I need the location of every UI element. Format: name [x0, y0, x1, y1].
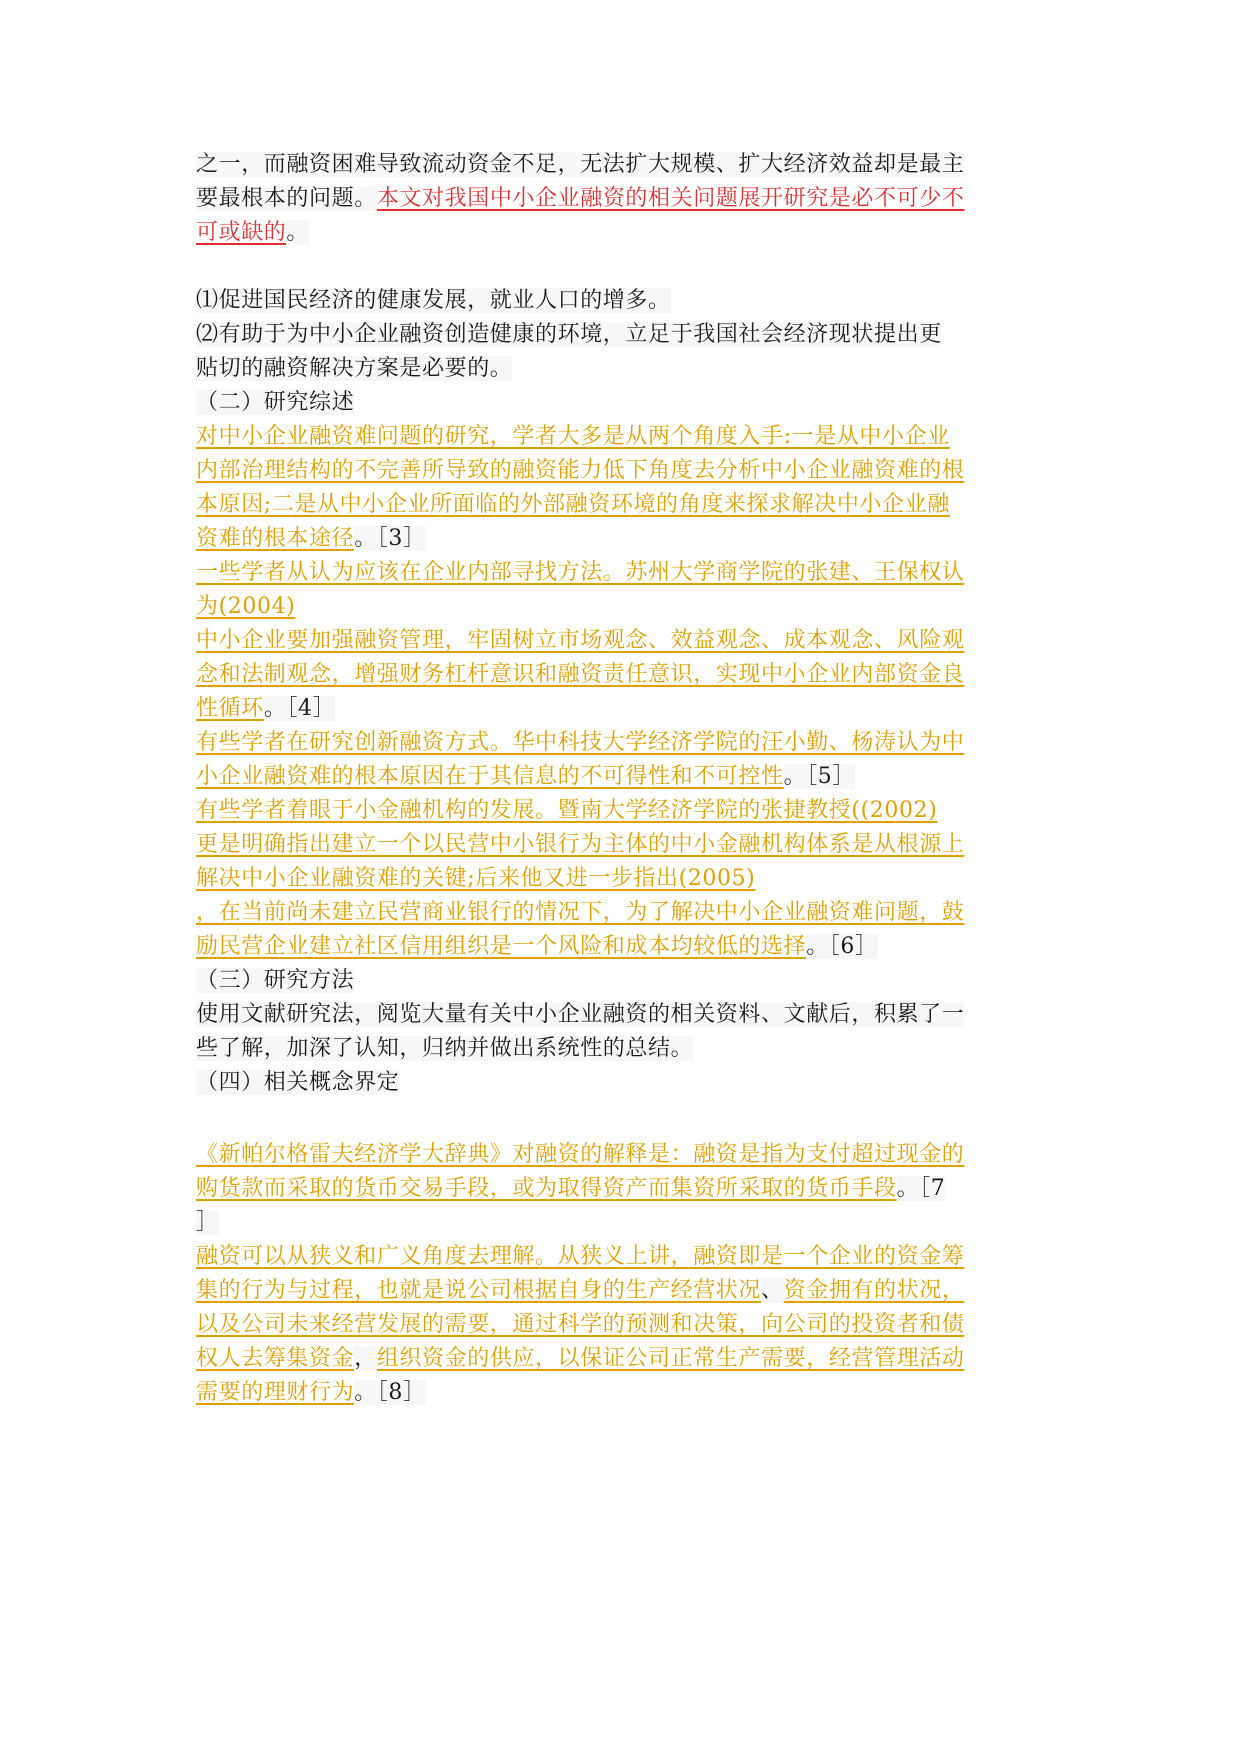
- text-line: [196, 624, 964, 658]
- text-line: [196, 182, 964, 216]
- text-line: [196, 318, 942, 352]
- highlighted-text: 融资可以从狭义和广义角度去理解。从狭义上讲，融资即是一个企业的资金筹: [196, 1244, 965, 1269]
- text-line: [196, 1376, 426, 1410]
- text-segment: 使用文献研究法，阅览大量有关中小企业融资的相关资料、文献后，积累了一: [196, 1002, 965, 1027]
- highlighted-text: 以及公司未来经营发展的需要，通过科学的预测和决策，向公司的投资者和债: [196, 1312, 965, 1337]
- highlighted-text: 有些学者着眼于小金融机构的发展。暨南大学经济学院的张捷教授((2002): [196, 798, 938, 823]
- text-line: [196, 896, 964, 930]
- text-segment: 。［8］: [354, 1380, 426, 1405]
- text-segment: 。: [286, 220, 310, 245]
- highlighted-text: 小企业融资难的根本原因在于其信息的不可得性和不可控性: [196, 764, 784, 789]
- text-line: [196, 658, 964, 692]
- text-segment: 。［7: [896, 1176, 946, 1201]
- highlighted-text: 为(2004): [196, 594, 296, 619]
- highlighted-text: 需要的理财行为: [196, 1380, 355, 1405]
- text-line: [196, 998, 964, 1032]
- text-line: [196, 760, 855, 794]
- text-line: [196, 1342, 964, 1376]
- highlighted-text: 本文对我国中小企业融资的相关问题展开研究是必不可少不: [376, 186, 965, 211]
- text-line: [196, 1066, 399, 1100]
- text-line: [196, 692, 335, 726]
- text-line: [196, 1240, 964, 1274]
- highlighted-text: 集的行为与过程，也就是说公司根据自身的生产经营状况: [196, 1278, 762, 1303]
- text-line: [196, 386, 354, 420]
- text-line: [196, 522, 426, 556]
- highlighted-text: 购货款而采取的货币交易手段，或为取得资产而集资所采取的货币手段: [196, 1176, 897, 1201]
- text-line: [196, 930, 878, 964]
- text-line: [196, 1032, 693, 1066]
- text-segment: ⑵有助于为中小企业融资创造健康的环境，立足于我国社会经济现状提出更: [196, 322, 942, 347]
- text-line: [196, 216, 309, 250]
- highlighted-text: 可或缺的: [196, 220, 287, 245]
- text-line: [196, 1172, 945, 1206]
- text-segment: （三）研究方法: [196, 968, 355, 993]
- text-segment: ，: [354, 1346, 377, 1371]
- highlighted-text: 励民营企业建立社区信用组织是一个风险和成本均较低的选择: [196, 934, 807, 959]
- highlighted-text: 组织资金的供应，以保证公司正常生产需要，经营管理活动: [376, 1346, 965, 1371]
- text-segment: 之一，而融资困难导致流动资金不足，无法扩大规模、扩大经济效益却是最主: [196, 152, 965, 177]
- text-segment: ⑴促进国民经济的健康发展，就业人口的增多。: [196, 288, 671, 313]
- text-segment: 贴切的融资解决方案是必要的。: [196, 356, 513, 381]
- text-line: [196, 828, 964, 862]
- text-line: [196, 1308, 964, 1342]
- highlighted-text: 有些学者在研究创新融资方式。华中科技大学经济学院的汪小勤、杨涛认为中: [196, 730, 965, 755]
- text-line: [196, 726, 964, 760]
- highlighted-text: 更是明确指出建立一个以民营中小银行为主体的中小金融机构体系是从根源上: [196, 832, 965, 857]
- text-line: [196, 352, 512, 386]
- highlighted-text: 中小企业要加强融资管理，牢固树立市场观念、效益观念、成本观念、风险观: [196, 628, 965, 653]
- highlighted-text: 本原因;二是从中小企业所面临的外部融资环境的角度来探求解决中小企业融: [196, 492, 950, 517]
- highlighted-text: 念和法制观念，增强财务杠杆意识和融资责任意识，实现中小企业内部资金良: [196, 662, 965, 687]
- highlighted-text: 一些学者从认为应该在企业内部寻找方法。苏州大学商学院的张建、王保权认: [196, 560, 965, 585]
- text-line: [196, 556, 964, 590]
- highlighted-text: 内部治理结构的不完善所导致的融资能力低下角度去分析中小企业融资难的根: [196, 458, 965, 483]
- text-line: [196, 1138, 964, 1172]
- highlighted-text: 资金拥有的状况，: [783, 1278, 965, 1303]
- highlighted-text: 对中小企业融资难问题的研究，学者大多是从两个角度入手:一是从中小企业: [196, 424, 950, 449]
- text-line: [196, 964, 354, 998]
- highlighted-text: 《新帕尔格雷夫经济学大辞典》对融资的解释是：融资是指为支付超过现金的: [196, 1142, 965, 1167]
- text-line: [196, 148, 964, 182]
- highlighted-text: ，在当前尚未建立民营商业银行的情况下，为了解决中小企业融资难问题，鼓: [196, 900, 965, 925]
- text-line: [196, 420, 950, 454]
- highlighted-text: 权人去筹集资金: [196, 1346, 355, 1371]
- text-segment: 些了解，加深了认知，归纳并做出系统性的总结。: [196, 1036, 694, 1061]
- text-line: [196, 862, 755, 896]
- text-segment: ］: [196, 1210, 219, 1235]
- text-line: [196, 1206, 219, 1240]
- text-line: [196, 794, 937, 828]
- text-line: [196, 1274, 964, 1308]
- text-segment: （四）相关概念界定: [196, 1070, 400, 1095]
- highlighted-text: 性循环: [196, 696, 264, 721]
- text-segment: 、: [761, 1278, 784, 1303]
- highlighted-text: 资难的根本途径: [196, 526, 355, 551]
- text-segment: 要最根本的问题。: [196, 186, 377, 211]
- text-line: [196, 590, 295, 624]
- text-segment: 。［5］: [783, 764, 856, 789]
- text-segment: 。［6］: [806, 934, 878, 959]
- text-line: [196, 284, 671, 318]
- text-line: [196, 454, 964, 488]
- text-segment: 。［4］: [263, 696, 336, 721]
- text-segment: （二）研究综述: [196, 390, 355, 415]
- highlighted-text: 解决中小企业融资难的关键;后来他又进一步指出(2005): [196, 866, 756, 891]
- text-segment: 。［3］: [354, 526, 426, 551]
- text-line: [196, 488, 950, 522]
